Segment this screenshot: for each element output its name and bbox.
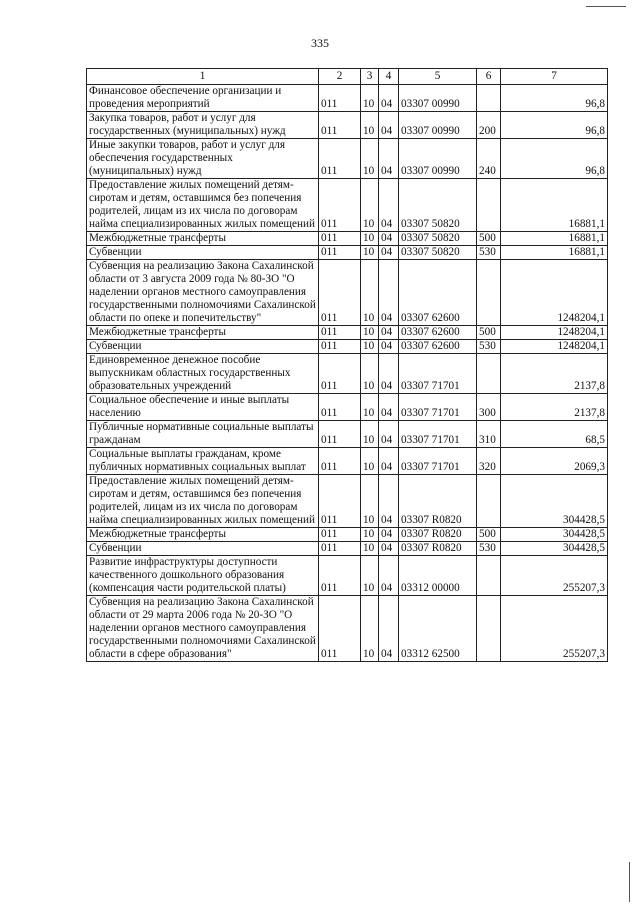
table-row <box>87 246 608 260</box>
row-expense-type <box>477 179 501 232</box>
row-subsection: 04 <box>379 232 399 246</box>
row-expense-type <box>477 475 501 528</box>
row-amount: 1248204,1 <box>501 260 608 326</box>
header-cell-amount: 7 <box>501 69 608 85</box>
row-admin-code: 011 <box>319 556 361 596</box>
row-expense-type: 240 <box>477 139 501 179</box>
row-subsection: 04 <box>379 475 399 528</box>
row-target-article: 03307 00990 <box>399 85 477 112</box>
scan-corner-mark <box>586 6 626 7</box>
row-target-article: 03307 71701 <box>399 448 477 475</box>
row-section: 10 <box>361 179 379 232</box>
row-amount: 1248204,1 <box>501 340 608 354</box>
row-subsection: 04 <box>379 394 399 421</box>
row-amount: 96,8 <box>501 139 608 179</box>
row-subsection: 04 <box>379 596 399 662</box>
table-row <box>87 354 608 394</box>
row-subsection: 04 <box>379 326 399 340</box>
row-amount: 255207,3 <box>501 596 608 662</box>
row-section: 10 <box>361 421 379 448</box>
row-subsection: 04 <box>379 246 399 260</box>
row-name: Межбюджетные трансферты <box>87 326 319 340</box>
row-target-article: 03307 00990 <box>399 112 477 139</box>
row-expense-type: 530 <box>477 246 501 260</box>
row-subsection: 04 <box>379 139 399 179</box>
row-admin-code: 011 <box>319 340 361 354</box>
table-row <box>87 232 608 246</box>
row-name: Иные закупки товаров, работ и услуг для обеспечения государственных (муниципальных) нужд <box>87 139 319 179</box>
row-admin-code: 011 <box>319 232 361 246</box>
row-section: 10 <box>361 85 379 112</box>
row-target-article: 03307 62600 <box>399 260 477 326</box>
header-cell-subsection: 4 <box>379 69 399 85</box>
row-section: 10 <box>361 112 379 139</box>
row-amount: 96,8 <box>501 112 608 139</box>
row-subsection: 04 <box>379 528 399 542</box>
row-name: Развитие инфраструктуры доступности качественного дошкольного образования (компенсация части родительской платы) <box>87 556 319 596</box>
row-amount: 304428,5 <box>501 528 608 542</box>
row-subsection: 04 <box>379 448 399 475</box>
row-amount: 68,5 <box>501 421 608 448</box>
row-admin-code: 011 <box>319 354 361 394</box>
row-target-article: 03307 R0820 <box>399 542 477 556</box>
row-expense-type <box>477 556 501 596</box>
header-cell-vr: 6 <box>477 69 501 85</box>
row-name: Закупка товаров, работ и услуг для государственных (муниципальных) нужд <box>87 112 319 139</box>
row-subsection: 04 <box>379 112 399 139</box>
table-row <box>87 260 608 326</box>
row-amount: 304428,5 <box>501 475 608 528</box>
row-section: 10 <box>361 475 379 528</box>
row-section: 10 <box>361 326 379 340</box>
scan-edge-mark <box>629 862 630 902</box>
row-section: 10 <box>361 528 379 542</box>
row-admin-code: 011 <box>319 85 361 112</box>
row-admin-code: 011 <box>319 421 361 448</box>
row-admin-code: 011 <box>319 112 361 139</box>
row-section: 10 <box>361 246 379 260</box>
row-name: Социальные выплаты гражданам, кроме публичных нормативных социальных выплат <box>87 448 319 475</box>
row-amount: 16881,1 <box>501 232 608 246</box>
row-amount: 2069,3 <box>501 448 608 475</box>
row-target-article: 03307 R0820 <box>399 528 477 542</box>
table-row <box>87 85 608 112</box>
row-expense-type: 200 <box>477 112 501 139</box>
table-row <box>87 556 608 596</box>
row-section: 10 <box>361 596 379 662</box>
header-cell-section: 3 <box>361 69 379 85</box>
row-target-article: 03312 62500 <box>399 596 477 662</box>
table-body <box>87 85 608 662</box>
row-expense-type: 500 <box>477 528 501 542</box>
row-section: 10 <box>361 232 379 246</box>
row-amount: 96,8 <box>501 85 608 112</box>
row-target-article: 03307 71701 <box>399 394 477 421</box>
row-name: Межбюджетные трансферты <box>87 528 319 542</box>
row-expense-type: 500 <box>477 232 501 246</box>
header-cell-admin: 2 <box>319 69 361 85</box>
row-subsection: 04 <box>379 340 399 354</box>
row-amount: 2137,8 <box>501 354 608 394</box>
table-row <box>87 394 608 421</box>
header-cell-name: 1 <box>87 69 319 85</box>
row-name: Субвенции <box>87 542 319 556</box>
row-admin-code: 011 <box>319 448 361 475</box>
row-target-article: 03307 50820 <box>399 246 477 260</box>
row-section: 10 <box>361 448 379 475</box>
row-expense-type: 500 <box>477 326 501 340</box>
table-row <box>87 421 608 448</box>
table-row <box>87 542 608 556</box>
row-target-article: 03312 00000 <box>399 556 477 596</box>
row-subsection: 04 <box>379 421 399 448</box>
row-admin-code: 011 <box>319 179 361 232</box>
row-admin-code: 011 <box>319 326 361 340</box>
row-section: 10 <box>361 394 379 421</box>
row-target-article: 03307 50820 <box>399 179 477 232</box>
row-amount: 16881,1 <box>501 246 608 260</box>
budget-table <box>86 68 608 662</box>
header-row <box>87 69 608 85</box>
table-row <box>87 139 608 179</box>
table-row <box>87 596 608 662</box>
table-row <box>87 112 608 139</box>
row-admin-code: 011 <box>319 260 361 326</box>
row-admin-code: 011 <box>319 246 361 260</box>
row-section: 10 <box>361 139 379 179</box>
row-amount: 2137,8 <box>501 394 608 421</box>
row-name: Предоставление жилых помещений детям-сиротам и детям, оставшимся без попечения родителей, лицам из их числа по договорам найма специализированных жилых помещений <box>87 475 319 528</box>
row-name: Социальное обеспечение и иные выплаты населению <box>87 394 319 421</box>
row-target-article: 03307 71701 <box>399 354 477 394</box>
row-expense-type: 320 <box>477 448 501 475</box>
row-admin-code: 011 <box>319 139 361 179</box>
row-subsection: 04 <box>379 85 399 112</box>
table-row <box>87 528 608 542</box>
row-admin-code: 011 <box>319 394 361 421</box>
row-subsection: 04 <box>379 260 399 326</box>
row-expense-type: 310 <box>477 421 501 448</box>
table-row <box>87 448 608 475</box>
row-expense-type <box>477 354 501 394</box>
row-section: 10 <box>361 260 379 326</box>
row-admin-code: 011 <box>319 475 361 528</box>
row-expense-type <box>477 596 501 662</box>
row-target-article: 03307 62600 <box>399 340 477 354</box>
row-name: Субвенция на реализацию Закона Сахалинской области от 29 марта 2006 года № 20-ЗО "О наделении органов местного самоуправления государственными полномочиями Сахалинской области в сфере образования" <box>87 596 319 662</box>
row-expense-type: 530 <box>477 340 501 354</box>
row-section: 10 <box>361 556 379 596</box>
row-target-article: 03307 00990 <box>399 139 477 179</box>
row-target-article: 03307 50820 <box>399 232 477 246</box>
row-admin-code: 011 <box>319 596 361 662</box>
row-subsection: 04 <box>379 542 399 556</box>
row-amount: 304428,5 <box>501 542 608 556</box>
row-amount: 16881,1 <box>501 179 608 232</box>
row-name: Субвенции <box>87 340 319 354</box>
table-row <box>87 179 608 232</box>
row-section: 10 <box>361 340 379 354</box>
row-target-article: 03307 R0820 <box>399 475 477 528</box>
row-expense-type <box>477 85 501 112</box>
row-name: Субвенции <box>87 246 319 260</box>
row-section: 10 <box>361 354 379 394</box>
row-name: Субвенция на реализацию Закона Сахалинской области от 3 августа 2009 года № 80-ЗО "О наделении органов местного самоуправления государственными полномочиями Сахалинской области по опеке и попечительству" <box>87 260 319 326</box>
row-expense-type: 300 <box>477 394 501 421</box>
row-name: Публичные нормативные социальные выплаты гражданам <box>87 421 319 448</box>
row-expense-type: 530 <box>477 542 501 556</box>
row-target-article: 03307 71701 <box>399 421 477 448</box>
row-subsection: 04 <box>379 354 399 394</box>
row-subsection: 04 <box>379 556 399 596</box>
row-amount: 1248204,1 <box>501 326 608 340</box>
page-number: 335 <box>311 36 329 50</box>
header-cell-csr: 5 <box>399 69 477 85</box>
row-name: Единовременное денежное пособие выпускникам областных государственных образовательных учреждений <box>87 354 319 394</box>
row-name: Межбюджетные трансферты <box>87 232 319 246</box>
row-subsection: 04 <box>379 179 399 232</box>
table-row <box>87 475 608 528</box>
row-section: 10 <box>361 542 379 556</box>
row-amount: 255207,3 <box>501 556 608 596</box>
row-name: Предоставление жилых помещений детям-сиротам и детям, оставшимся без попечения родителей, лицам из их числа по договорам найма специализированных жилых помещений <box>87 179 319 232</box>
table-row <box>87 340 608 354</box>
row-admin-code: 011 <box>319 542 361 556</box>
row-admin-code: 011 <box>319 528 361 542</box>
row-target-article: 03307 62600 <box>399 326 477 340</box>
row-expense-type <box>477 260 501 326</box>
row-name: Финансовое обеспечение организации и проведения мероприятий <box>87 85 319 112</box>
table-row <box>87 326 608 340</box>
